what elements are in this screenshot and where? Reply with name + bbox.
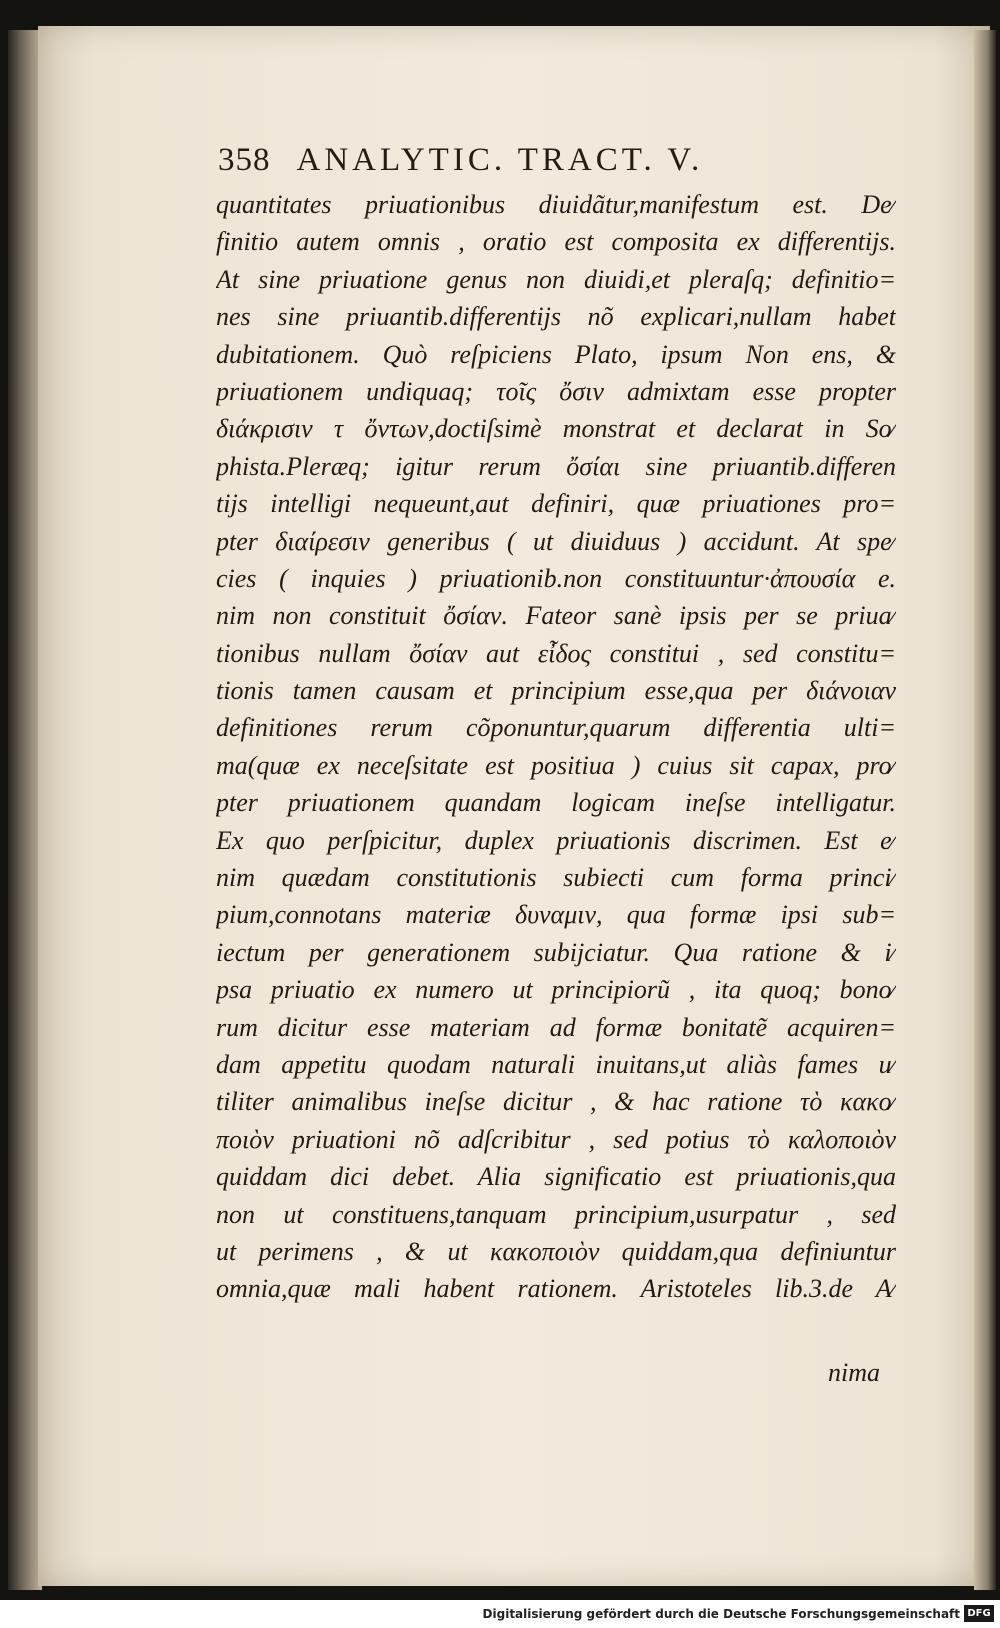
text-line: pter priuationem quandam logicam ineſse intelligatur.: [216, 788, 896, 818]
text-line: dubitationem. Quò reſpiciens Plato, ipsum Non ens, &: [216, 339, 896, 369]
text-line: Ex quo perſpicitur, duplex priuationis discrimen. Est e⁄: [216, 825, 896, 855]
catchword: nima: [828, 1358, 880, 1387]
text-line: iectum per generationem subijciatur. Qua ratione & i⁄: [216, 937, 896, 967]
text-line: non ut constituens,tanquam principium,usurpatur , sed: [216, 1199, 896, 1229]
text-line: cies ( inquies ) priuationib.non constituuntur·ἀπουσία e.: [216, 563, 896, 593]
text-line: phista.Pleræq; igitur rerum ὄσίαι sine priuantib.differen: [216, 451, 896, 481]
page-edge-left: [8, 30, 42, 1590]
text-line: quiddam dici debet. Alia significatio est priuationis,qua: [216, 1162, 896, 1192]
main-text: [216, 186, 896, 1308]
text-line: rum dicitur esse materiam ad formæ bonitatẽ acquiren=: [216, 1012, 896, 1042]
digitization-credit: Digitalisierung gefördert durch die Deutsche Forschungsgemeinschaft: [482, 1607, 960, 1621]
text-line: tiliter animalibus ineſse dicitur , & hac ratione τὸ κακο⁄: [216, 1087, 896, 1117]
dfg-logo: DFG: [964, 1605, 994, 1622]
text-line: omnia,quæ mali habent rationem. Aristoteles lib.3.de A⁄: [216, 1274, 896, 1304]
text-line: tijs intelligi nequeunt,aut definiri, quæ priuationes pro=: [216, 489, 896, 519]
text-line: definitiones rerum cõponuntur,quarum differentia ulti=: [216, 713, 896, 743]
page-number: 358: [218, 142, 271, 178]
text-line: priuationem undiquaq; τοῖς ὄσιν admixtam esse propter: [216, 376, 896, 406]
text-line: ut perimens , & ut κακοποιὸν quiddam,qua definiuntur: [216, 1236, 896, 1266]
text-line: nim quædam constitutionis subiecti cum forma princi⁄: [216, 863, 896, 893]
text-line: pium,connotans materiæ δυναμιν, qua formæ ipsi sub=: [216, 900, 896, 930]
text-line: quantitates priuationibus diuidãtur,manifestum est. De⁄: [216, 190, 896, 219]
text-line: διάκρισιν τ ὄντων,doctiſsimè monstrat et declarat in So⁄: [216, 414, 896, 444]
running-title: ANALYTIC. TRACT. V.: [296, 142, 704, 178]
text-line: dam appetitu quodam naturali inuitans,ut aliàs fames u⁄: [216, 1049, 896, 1079]
text-line: At sine priuatione genus non diuidi,et pleraſq; definitio=: [216, 264, 896, 294]
text-line: nes sine priuantib.differentijs nõ explicari,nullam habet: [216, 302, 896, 332]
page-edge-right: [974, 30, 996, 1590]
running-head: [218, 142, 898, 182]
text-line: pter διαίρεσιν generibus ( ut diuiduus ) accidunt. At spe⁄: [216, 526, 896, 556]
text-line: nim non constituit ὄσίαν. Fateor sanè ipsis per se priua⁄: [216, 601, 896, 631]
text-line: tionibus nullam ὄσίαν aut εἶδος constitui , sed constitu=: [216, 638, 896, 668]
text-line: psa priuatio ex numero ut principiorũ , ita quoq; bono⁄: [216, 975, 896, 1005]
text-line: ποιὸν priuationi nõ adſcribitur , sed potius τὸ καλοποιὸν: [216, 1124, 896, 1154]
text-line: tionis tamen causam et principium esse,qua per διάνοιαν: [216, 676, 896, 706]
text-line: ma(quæ ex neceſsitate est positiua ) cuius sit capax, pro⁄: [216, 750, 896, 780]
text-line: finitio autem omnis , oratio est composita ex differentijs.: [216, 227, 896, 257]
